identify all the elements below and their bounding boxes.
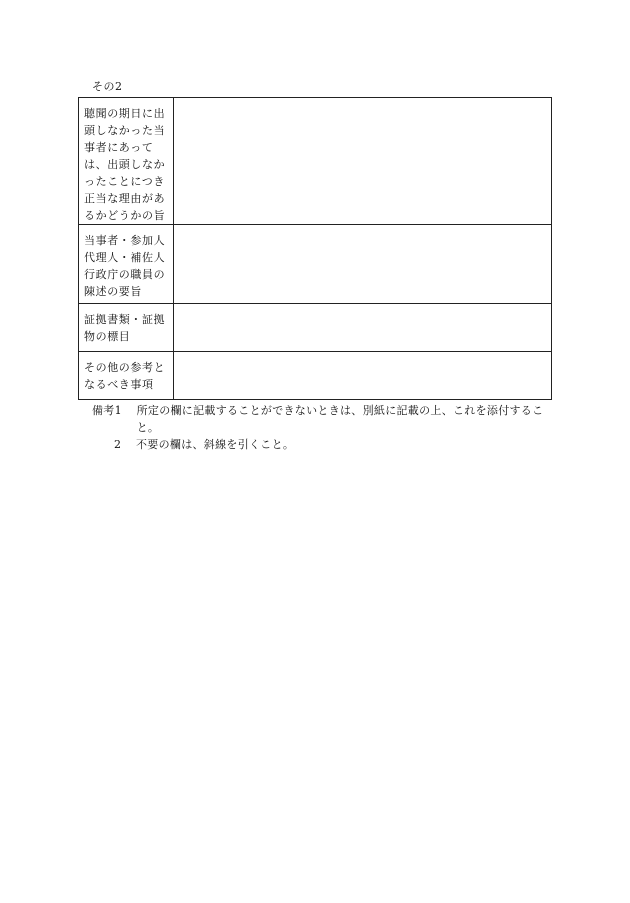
record-table — [78, 97, 552, 400]
remark-text: 所定の欄に記載することができないときは、別紙に記載の上、これを添付すること。 — [136, 404, 544, 434]
remark-text: 不要の欄は、斜線を引くこと。 — [136, 438, 295, 451]
table-row — [79, 225, 552, 304]
section-label: その2 — [92, 80, 123, 93]
row-label-statements: 当事者・参加人代理人・補佐人行政庁の職員の陳述の要旨 — [79, 225, 174, 304]
remark-item — [92, 402, 552, 436]
table-row — [79, 304, 552, 352]
remark-number: 1 — [114, 404, 122, 417]
remarks-heading: 備考 — [92, 404, 115, 417]
row-value-absence-reason — [174, 98, 552, 225]
remarks — [92, 402, 552, 453]
row-label-absence-reason: 聴聞の期日に出頭しなかった当事者にあっては、出頭しなかったことにつき正当な理由があるかどうかの旨 — [79, 98, 174, 225]
row-label-evidence: 証拠書類・証拠物の標目 — [79, 304, 174, 352]
remark-heading-group — [92, 402, 129, 419]
remark-item — [92, 436, 552, 453]
row-value-evidence — [174, 304, 552, 352]
row-value-other-matters — [174, 352, 552, 400]
table-row — [79, 352, 552, 400]
row-label-other-matters: その他の参考となるべき事項 — [79, 352, 174, 400]
remark-heading-group — [114, 436, 128, 453]
remark-number: 2 — [114, 438, 122, 451]
table-row — [79, 98, 552, 225]
row-value-statements — [174, 225, 552, 304]
